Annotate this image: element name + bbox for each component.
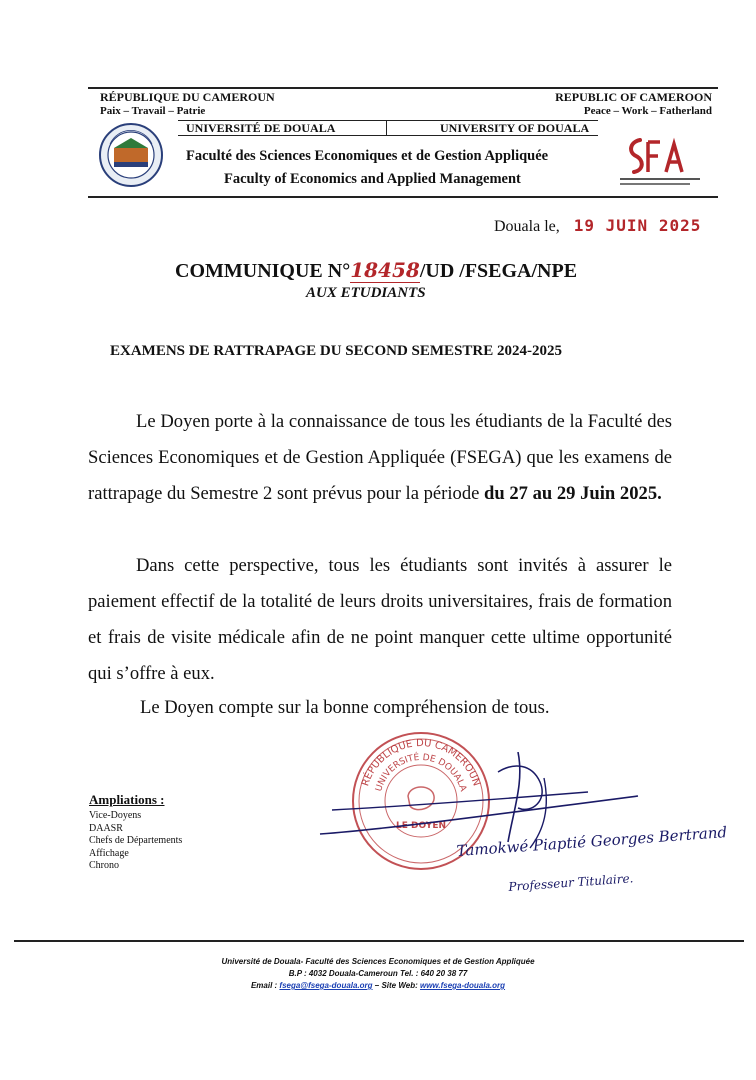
university-divider — [386, 121, 387, 135]
ampliations-item: DAASR — [89, 822, 123, 834]
ampliations-item: Affichage — [89, 847, 129, 859]
date-line — [494, 216, 701, 236]
signer-title: Professeur Titulaire. — [508, 871, 634, 894]
communique-prefix: COMMUNIQUE N° — [175, 260, 351, 282]
subject-title: EXAMENS DE RATTRAPAGE DU SECOND SEMESTRE 2024-2025 — [110, 343, 562, 359]
body-paragraph-1 — [88, 404, 672, 512]
stamp-center-text: LE DOYEN — [395, 821, 447, 831]
faculty-name-en: Faculty of Economics and Applied Management — [224, 171, 521, 187]
communique-audience: AUX ETUDIANTS — [306, 285, 426, 301]
body-p1-text: Le Doyen porte à la connaissance de tous les étudiants de la Faculté des Sciences Economiques et de Gestion Appliquée (FSEGA) que les examens de rattrapage du Semestre 2 sont prévus pour la période — [88, 411, 672, 504]
ampliations-item: Vice-Doyens — [89, 810, 142, 821]
university-banner — [178, 120, 598, 136]
stamp-inner-text: UNIVERSITÉ DE DOUALA — [374, 752, 468, 793]
communique-heading — [175, 258, 577, 283]
body-paragraph-2: Dans cette perspective, tous les étudiants sont invités à assurer le paiement effectif de la totalité de leurs droits universitaires, frais de formation et frais de visite médicale afin de ne point manquer cette ultime opportunité qui s’offre à eux. — [88, 555, 672, 684]
signer-name: Tamokwé Piaptié Georges Bertrand — [456, 823, 728, 860]
footer-rule — [14, 940, 744, 942]
header-top-rule — [88, 87, 718, 89]
left-motto: Paix – Travail – Patrie — [100, 105, 206, 117]
footer-line-1: Université de Douala- Faculté des Sciences Economiques et de Gestion Appliquée — [221, 957, 535, 966]
university-seal-logo — [98, 122, 164, 188]
stamp-outer-text: RÉPUBLIQUE DU CAMEROUN — [360, 737, 482, 788]
footer-site-label: – Site Web: — [372, 981, 420, 990]
right-country-name: REPUBLIC OF CAMEROON — [555, 90, 712, 104]
ampliations-item: Chrono — [89, 860, 119, 871]
left-country-name: RÉPUBLIQUE DU CAMEROUN — [100, 90, 275, 104]
body-paragraph-3: Le Doyen compte sur la bonne compréhension de tous. — [140, 697, 550, 718]
faculty-name-fr: Faculté des Sciences Economiques et de Gestion Appliquée — [186, 148, 549, 164]
communique-number: 18458 — [350, 258, 420, 282]
right-motto: Peace – Work – Fatherland — [583, 105, 712, 117]
ampliations-block — [89, 792, 182, 873]
university-fr: UNIVERSITÉ DE DOUALA — [186, 121, 336, 135]
date-stamp: 19 JUIN 2025 — [573, 216, 702, 235]
footer-line-3 — [0, 981, 756, 990]
ampliations-item: Chefs de Départements — [89, 835, 183, 846]
header-bottom-rule — [88, 196, 718, 198]
footer-website-link[interactable]: www.fsega-douala.org — [419, 981, 506, 990]
date-label: Douala le, — [494, 218, 560, 235]
ampliations-title: Ampliations : — [89, 792, 165, 807]
communique-suffix: /UD /FSEGA/NPE — [419, 260, 578, 282]
university-en: UNIVERSITY OF DOUALA — [440, 121, 590, 135]
footer-email-label: Email : — [250, 981, 280, 990]
fsega-logo — [612, 134, 708, 190]
body-p1-dates: du 27 au 29 Juin 2025. — [484, 483, 662, 504]
footer-email-link[interactable]: fsega@fsega-douala.org — [279, 981, 373, 990]
footer-line-2: B.P : 4032 Douala-Cameroun Tel. : 640 20 38 77 — [288, 969, 468, 978]
